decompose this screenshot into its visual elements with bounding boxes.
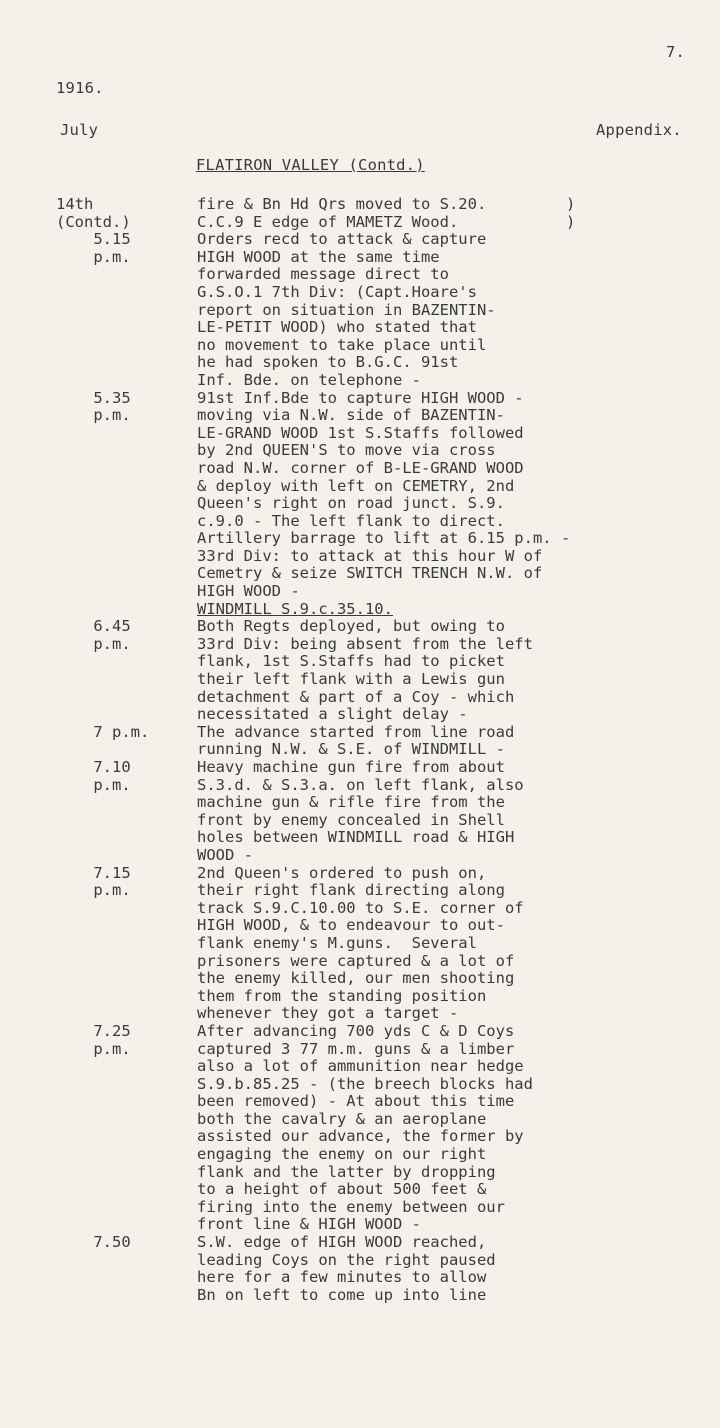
entry-text: 91st Inf.Bde to capture HIGH WOOD - moving via N.W. side of BAZENTIN- LE-GRAND WOOD 1st S.Staffs followed by 2nd QUEEN'S to move via cross road N.W. corner of B-LE-GRAND WOOD & deploy with left on CEMETRY, 2nd Queen's right on road junct. S.9. c.9.0 - The left flank to direct. Artillery barrage to lift at 6.15 p.m. - 33rd Div: to attack at this hour W of Cemetry & seize SWITCH TRENCH N.W. of HIGH WOOD - <box>197 388 571 601</box>
entry-text: fire & Bn Hd Qrs moved to S.20. C.C.9 E edge of MAMETZ Wood. <box>197 195 487 231</box>
appendix-label: Appendix. <box>596 121 682 139</box>
diary-entry <box>0 390 720 619</box>
diary-entry <box>0 759 720 865</box>
diary-entry <box>0 1234 720 1304</box>
entry-time: 6.45 p.m. <box>93 617 131 653</box>
month-heading: July <box>60 121 99 139</box>
entry-text: Both Regts deployed, but owing to 33rd Div: being absent from the left flank, 1st S.Staffs had to picket their left flank with a Lewis gun detachment & part of a Coy - which necessitated a slight delay - <box>197 617 533 724</box>
entry-bracket: ) ) <box>566 195 576 231</box>
entry-time: 7 p.m. <box>56 722 150 741</box>
entry-time: 5.35 p.m. <box>93 388 131 425</box>
entry-text: Orders recd to attack & capture HIGH WOOD at the same time forwarded message direct to G.S.O.1 7th Div: (Capt.Hoare's report on situation in BAZENTIN- LE-PETIT WOOD) who stated that no movement to take place until he had spoken to B.G.C. 91st Inf. Bde. on telephone - <box>197 230 496 389</box>
entry-time: 7.15 p.m. <box>93 863 131 900</box>
entry-time: 14th (Contd.) <box>56 195 131 231</box>
entry-text: S.W. edge of HIGH WOOD reached, leading Coys on the right paused here for a few minutes to allow Bn on left to come up into line <box>197 1233 496 1304</box>
entry-text: The advance started from line road running N.W. & S.E. of WINDMILL - <box>197 722 515 759</box>
entry-text: After advancing 700 yds C & D Coys captured 3 77 m.m. guns & a limber also a lot of ammunition near hedge S.9.b.85.25 - (the breech blocks had been removed) - At about this time both the cavalry & an aeroplane assisted our advance, the former by engaging the enemy on our right flank and the latter by dropping to a height of about 500 feet & firing into the enemy between our front line & HIGH WOOD - <box>197 1021 533 1234</box>
diary-entry <box>0 231 720 389</box>
diary-entry <box>0 1023 720 1234</box>
entry-time: 5.15 p.m. <box>93 230 131 266</box>
diary-entries <box>0 196 720 1304</box>
entry-text: 2nd Queen's ordered to push on, their right flank directing along track S.9.C.10.00 to S.E. corner of HIGH WOOD, & to endeavour to out- flank enemy's M.guns. Several prisoners were captured & a lot of the enemy killed, our men shooting them from the standing position whenever they got a target - <box>197 863 524 1023</box>
diary-entry <box>0 724 720 759</box>
entry-underlined-line: WINDMILL S.9.c.35.10. <box>197 599 393 618</box>
entry-text: Heavy machine gun fire from about S.3.d. & S.3.a. on left flank, also machine gun & rifle fire from the front by enemy concealed in Shell holes between WINDMILL road & HIGH WOOD - <box>197 758 524 864</box>
diary-entry <box>0 618 720 724</box>
entry-time: 7.10 p.m. <box>93 758 131 794</box>
entry-time: 7.50 <box>56 1233 131 1252</box>
entry-time: 7.25 p.m. <box>93 1021 131 1058</box>
page-number: 7. <box>666 43 686 61</box>
section-title: FLATIRON VALLEY (Contd.) <box>196 156 425 174</box>
diary-entry <box>0 865 720 1023</box>
diary-entry <box>0 196 720 231</box>
year-heading: 1916. <box>56 79 104 97</box>
